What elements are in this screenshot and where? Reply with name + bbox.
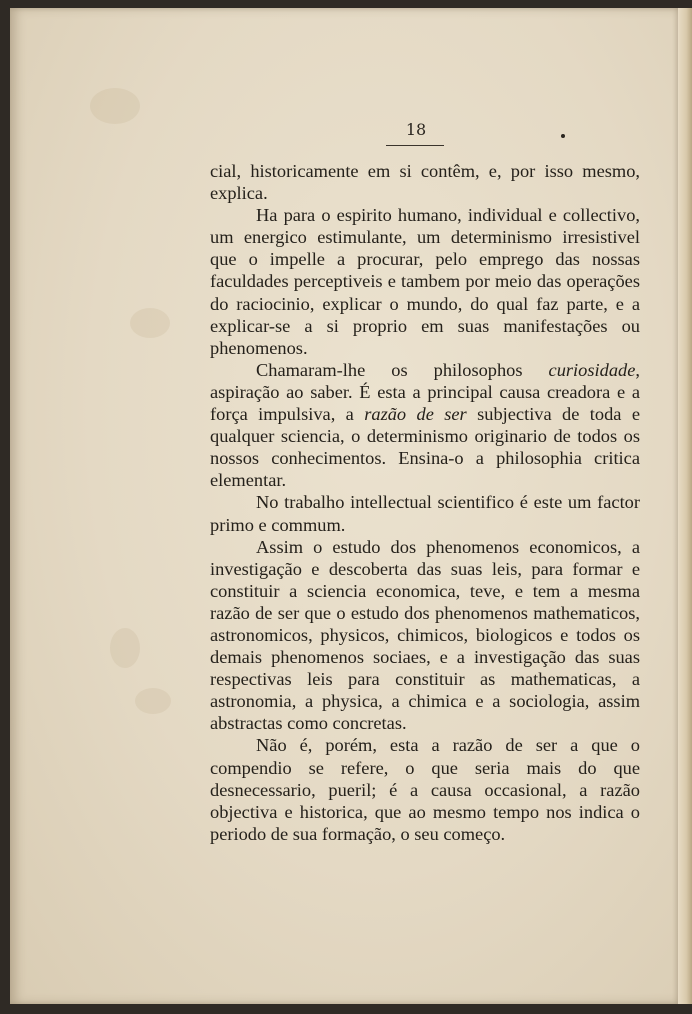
ink-speck <box>561 134 565 138</box>
paragraph: Assim o estudo dos phenomenos economicos, a investigação e descoberta das suas leis, para formar e constituir a sciencia economica, teve, e tem a mesma razão de ser que o estudo dos phenomenos mathematicos, astronomicos, physicos, chimicos, biologicos e todos os demais phenomenos sociaes, e a investigação das suas respectivas leis para constituir as mathematicas, a astronomia, a physica, a chimica e a sociologia, assim abstractas como concretas. <box>210 536 640 734</box>
paper-stain <box>130 308 170 338</box>
body-text <box>210 160 640 845</box>
paper-stain <box>90 88 140 124</box>
paragraph: Não é, porém, esta a razão de ser a que o compendio se refere, o que seria mais do que desnecessario, pueril; é a causa occasional, a razão objectiva e historica, que ao mesmo tempo nos indica o periodo de sua formação, o seu começo. <box>210 735 640 844</box>
paper-stain <box>135 688 171 714</box>
paragraph: Ha para o espirito humano, individual e collectivo, um energico estimulante, um determinismo irresistivel que o impelle a procurar, pelo emprego das nossas faculdades perceptiveis e tambem por meio das operações do raciocinio, explicar o mundo, do qual faz parte, e a explicar-se a si proprio em suas manifestações ou phenomenos. <box>210 205 640 358</box>
paragraph-text: , aspiração ao saber. É esta a principal causa creadora e a força impulsiva, a <box>210 359 640 425</box>
paper-stain <box>110 628 140 668</box>
page-number-rule <box>386 145 444 146</box>
italic-term: curiosidade <box>548 359 636 380</box>
italic-term: razão de ser <box>364 404 467 425</box>
paragraph: No trabalho intellectual scientifico é este um factor primo e commum. <box>210 492 640 535</box>
paragraph: cial, historicamente em si contêm, e, por isso mesmo, explica. <box>210 161 640 204</box>
page-number: 18 <box>405 120 427 139</box>
paragraph <box>210 359 640 492</box>
paragraph-text: Chamaram-lhe os philosophos <box>256 359 549 380</box>
page-edge <box>678 8 692 1004</box>
paragraph-text: subjectiva de toda e qualquer sciencia, o determinismo originario de todos os nossos conhecimentos. Ensina-o a philosophia critica elementar. <box>210 404 640 491</box>
